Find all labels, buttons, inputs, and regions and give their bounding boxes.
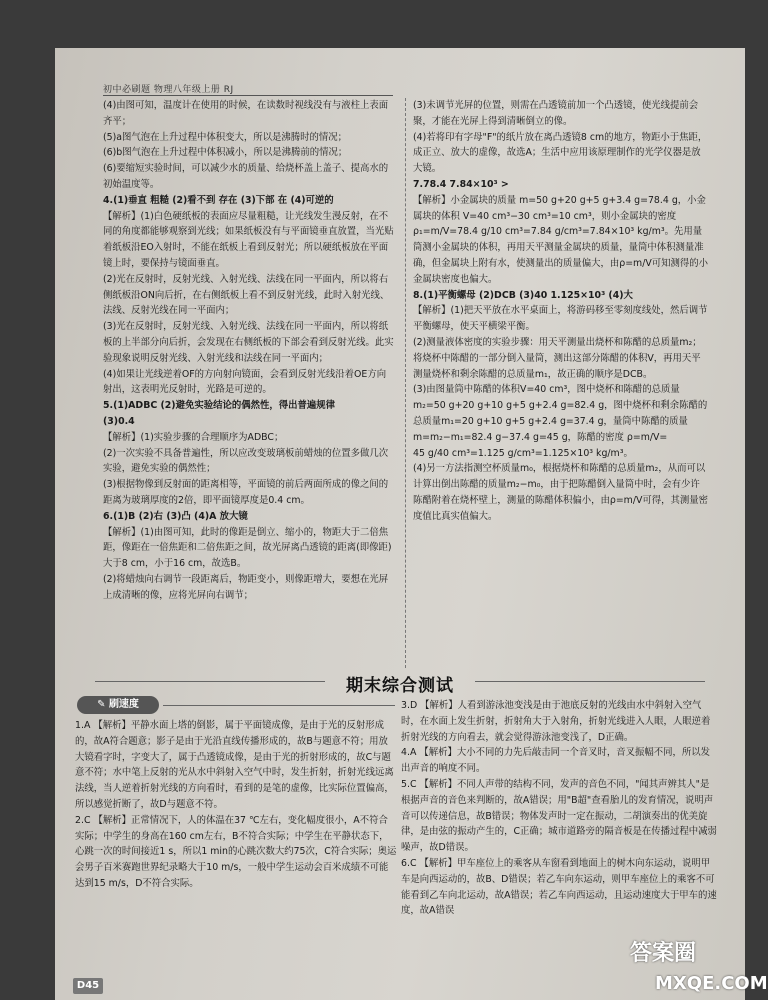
paragraph: (3)由图量筒中陈醋的体积V=40 cm³，图中烧杯和陈醋的总质量m₂=50 g+20 g+10 g+5 g+2.4 g=82.4 g，图中烧杯和剩余陈醋的总质量m₁=20 g+10 g+5 g+2.4 g=37.4 g，量筒中陈醋的质量 m=m₂−m₁=82.4 g−37.4 g=45 g，陈醋的密度 ρ=m/V= — [413, 384, 708, 443]
paragraph: (2)将蜡烛向右调节一段距离后，物距变小，则像距增大，要想在光屏上成清晰的像，应将光屏向右调节； — [103, 573, 389, 601]
answer-line: 7.78.4 7.84×10³ > — [413, 178, 509, 190]
paragraph: (2)光在反射时，反射光线、入射光线、法线在同一平面内，所以将右侧纸板沿ON向后折，在右侧纸板上看不到反射光线，此时入射光线、法线、反射光线在同一平面内； — [103, 273, 390, 317]
paragraph: 4.A 【解析】大小不同的力先后敲击同一个音叉时，音叉振幅不同，所以发出声音的响度不同。 — [401, 747, 710, 775]
paragraph: (3)未调节光屏的位置，则需在凸透镜前加一个凸透镜，使光线提前会聚，才能在光屏上得到清晰倒立的像。 — [413, 100, 699, 127]
paragraph: (4)另一方法指测空杯质量m₀，根据烧杯和陈醋的总质量m₂，从而可以计算出倒出陈醋的质量m₂−m₀，由于把陈醋倒入量筒中时，会有少许陈醋附着在烧杯壁上，测量的陈醋体积偏小，由ρ=m/V可得，其测量密度值比真实值偏大。 — [413, 463, 709, 522]
running-header: 初中必刷题 物理八年级上册 RJ — [103, 82, 393, 96]
paragraph: 1.A 【解析】平静水面上塔的倒影，属于平面镜成像，是由于光的反射形成的，故A符合题意；影子是由于光沿直线传播形成的，故B与题意不符；用放大镜看字时，字变大了，属于凸透镜成像，是由于光的折射形成的，故C与题意不符；水中笔上反射的光从水中斜射入空气中时，发生折射，折射光线远离法线，当人逆着折射光线的方向看时，看到的是笔的虚像，比实际位置偏高，所以感觉折断了，故D与题意不符。 — [75, 720, 394, 810]
watermark-logo: 答案圈 — [630, 941, 697, 966]
paragraph: 45 g/40 cm³=1.125 g/cm³=1.125×10³ kg/m³。 — [413, 447, 633, 459]
paragraph: (3)光在反射时，反射光线、入射光线、法线在同一平面内，所以将纸板的上半部分向后折，会发现在右侧纸板的下部会看到反射光线。此实验现象说明反射光线、入射光线和法线在同一平面内； — [103, 321, 394, 364]
section-title: 期末综合测试 — [346, 676, 454, 696]
pencil-icon: ✎ — [97, 699, 106, 710]
paragraph: 【解析】(1)白色硬纸板的表面应尽量粗糙，让光线发生漫反射，在不同的角度都能够观察到光线；如果纸板没有与平面镜垂直放置，当光贴着纸板沿EO入射时，不能在纸板上看到反射光；所以硬纸板放在平面镜上时，要保持与镜面垂直。 — [103, 210, 394, 269]
speed-banner — [77, 696, 159, 714]
paragraph: (2)测量液体密度的实验步骤：用天平测量出烧杯和陈醋的总质量m₂；将烧杯中陈醋的一部分倒入量筒，测出这部分陈醋的体积V，再用天平测量烧杯和剩余陈醋的总质量m₁，故正确的顺序是DCB。 — [413, 336, 702, 380]
watermark-url: MXQE.COM — [655, 973, 768, 994]
paragraph: 【解析】小金属块的质量 m=50 g+20 g+5 g+3.4 g=78.4 g，小金属块的体积 V=40 cm³−30 cm³=10 cm³，则小金属块的密度 — [413, 194, 706, 222]
paragraph: 【解析】(1)由图可知，此时的像距是倒立、缩小的，物距大于二倍焦距，像距在一倍焦距和二倍焦距之间，故光屏离凸透镜的距离(即像距)大于8 cm，小于16 cm，故选B。 — [103, 526, 392, 570]
paragraph: ρ₁=m/V=78.4 g/10 cm³=7.84 g/cm³=7.84×10³ kg/m³。先用量筒测小金属块的体积，再用天平测量金属块的质量，量筒中体积测量准确，但金属块上附有水，使测量出的质量偏大，由ρ=m/V可知测得的小金属块密度也偏大。 — [413, 226, 709, 285]
paragraph: 3.D 【解析】人看到游泳池变浅是由于池底反射的光线由水中斜射入空气时，在水面上发生折射，折射角大于入射角，折射光线进入人眼，人眼逆着折射光线的方向看去，就会觉得游泳池变浅了，D正确。 — [401, 700, 711, 743]
bottom-right-column — [401, 698, 717, 919]
bottom-left-column — [75, 718, 397, 892]
paragraph: (4)由图可知，温度计在使用的时候，在读数时视线没有与液柱上表面齐平； — [103, 100, 389, 127]
paragraph: (5)a图气泡在上升过程中体积变大，所以是沸腾时的情况； — [103, 131, 348, 143]
page-number: D45 — [73, 978, 103, 994]
answer-line: 6.(1)B (2)右 (3)凸 (4)A 放大镜 — [103, 510, 248, 522]
answer-line: 5.(1)ADBC (2)避免实验结论的偶然性，得出普遍规律 — [103, 400, 335, 412]
left-column — [103, 98, 395, 604]
paragraph: 5.C 【解析】不同人声带的结构不同，发声的音色不同，"闻其声辨其人"是根据声音的音色来判断的，故A错误；用"B超"查看胎儿的发育情况，说明声音可以传递信息，故B错误；物体发声时一定在振动，二胡演奏出的优美旋律，是由弦的振动产生的，C正确；城市道路旁的隔音板是在传播过程中减弱噪声，故D错误。 — [401, 778, 717, 854]
paragraph: (2)一次实验不具备普遍性，所以应改变玻璃板前蜡烛的位置多做几次实验，避免实验的偶然性； — [103, 447, 389, 475]
answer-line: 8.(1)平衡螺母 (2)DCB (3)40 1.125×10³ (4)大 — [413, 289, 633, 301]
answer-line: 4.(1)垂直 粗糙 (2)看不到 存在 (3)下部 在 (4)可逆的 — [103, 194, 334, 206]
paragraph: (6)要缩短实验时间，可以减少水的质量、给烧杯盖上盖子、提高水的初始温度等。 — [103, 163, 389, 190]
column-divider — [405, 98, 406, 668]
paragraph: (4)若将印有字母"F"的纸片放在离凸透镜8 cm的地方，物距小于焦距，成正立、放大的虚像，故选A；生活中应用该原理制作的光学仪器是放大镜。 — [413, 131, 708, 175]
banner-label: 刷速度 — [108, 699, 139, 710]
title-rule-right — [475, 681, 705, 682]
right-column — [413, 98, 709, 525]
answer-line: (3)0.4 — [103, 415, 135, 427]
paragraph: (4)如果让光线逆着OF的方向射向镜面，会看到反射光线沿着OE方向射出，这表明光反射时，光路是可逆的。 — [103, 368, 387, 396]
paragraph: 【解析】(1)实验步骤的合理顺序为ADBC； — [103, 431, 284, 443]
banner-rule — [163, 705, 395, 706]
paragraph: 2.C 【解析】正常情况下，人的体温在37 ℃左右，变化幅度很小，A不符合实际；中学生的身高在160 cm左右，B不符合实际；中学生在平静状态下，心跳一次的时间接近1 s，所以1 min的心跳次数大约75次，C符合实际；奥运会男子百米赛跑世界纪录略大于10 m/s，一般中学生运动会百米成绩不可能达到15 m/s，D不符合实际。 — [75, 814, 397, 889]
paragraph: 【解析】(1)把天平放在水平桌面上，将游码移至零刻度线处，然后调节平衡螺母，使天平横梁平衡。 — [413, 305, 708, 333]
paragraph: (6)b图气泡在上升过程中体积减小，所以是沸腾前的情况； — [103, 147, 348, 159]
paragraph: (3)根据物像到反射面的距离相等，平面镜的前后两面所成的像之间的距离为玻璃厚度的2倍，即平面镜厚度是0.4 cm。 — [103, 479, 389, 506]
paragraph: 6.C 【解析】甲车座位上的乘客从车窗看到地面上的树木向东运动，说明甲车是向西运动的，故B、D错误；若乙车向东运动，则甲车座位上的乘客不可能看到乙车向北运动，故A错误；若乙车向西运动，且运动速度大于甲车的速度，故A错误 — [401, 857, 717, 917]
book-page — [55, 48, 768, 1000]
